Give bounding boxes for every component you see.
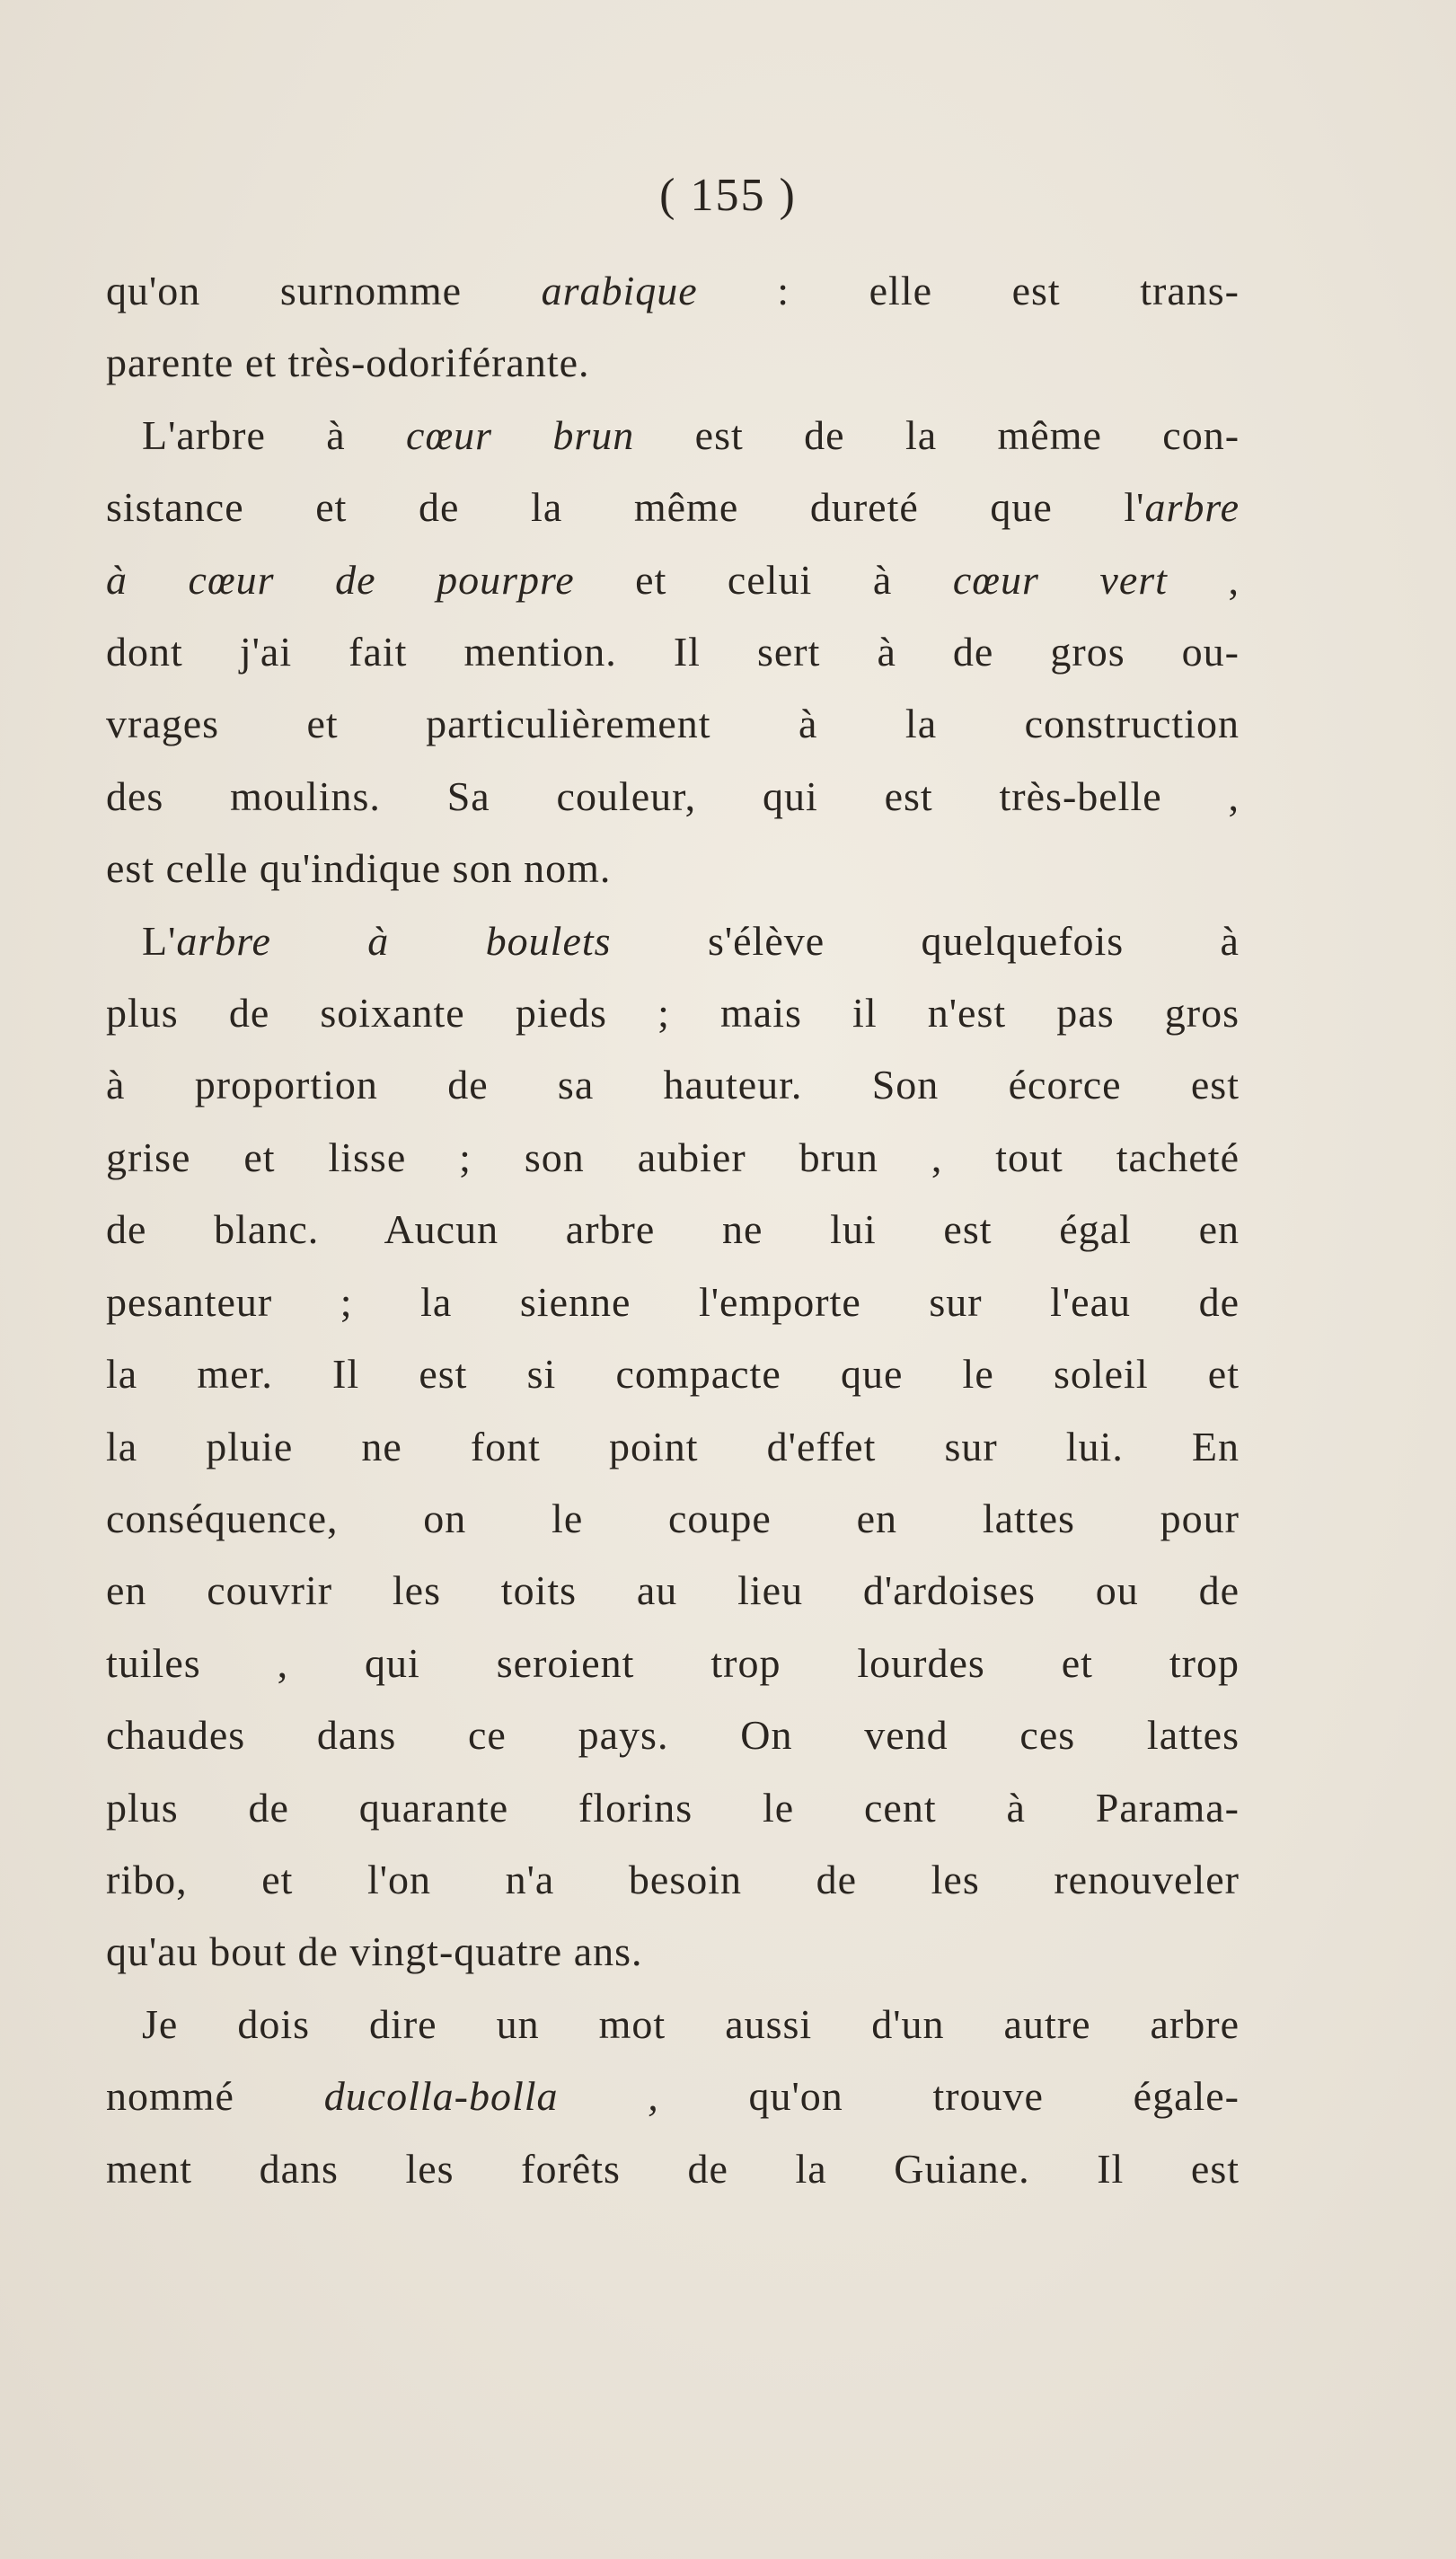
text-segment: des moulins. Sa couleur, qui est très-belle , [106,772,1240,819]
text-segment: conséquence, on le coupe en lattes pour [106,1495,1240,1541]
text-segment: la pluie ne font point d'effet sur lui. En [106,1423,1240,1469]
text-segment: tuiles , qui seroient trop lourdes et trop [106,1639,1240,1686]
text-line [106,1483,1240,1555]
text-line [106,833,1240,904]
text-segment: sistance et de la même dureté que l' [106,484,1145,531]
text-segment: chaudes dans ce pays. On vend ces lattes [106,1712,1240,1759]
text-segment: , [1167,556,1240,603]
text-segment: grise et lisse ; son aubier brun , tout tacheté [106,1134,1240,1180]
text-line [106,1049,1240,1121]
italic-segment: ducolla-bolla , [323,2073,659,2120]
text-segment: dont j'ai fait mention. Il sert à de gros ou- [106,629,1240,675]
text-line [106,400,1240,472]
text-line [106,905,1240,977]
text-line [106,1555,1240,1627]
text-segment: qu'on trouve égale- [658,2073,1240,2120]
text-segment: qu'on surnomme [106,268,542,313]
text-segment: pesanteur ; la sienne l'emporte sur l'eau de [106,1278,1240,1325]
text-line [106,616,1240,688]
text-line [106,1699,1240,1771]
italic-segment: cœur brun [406,411,635,458]
text-line [106,255,1240,327]
text-line [106,1772,1240,1844]
text-segment: ribo, et l'on n'a besoin de les renouveler [106,1856,1240,1902]
text-line [106,1628,1240,1699]
text-line [106,761,1240,833]
text-segment: de blanc. Aucun arbre ne lui est égal en [106,1206,1240,1253]
text-segment: : elle est trans- [697,268,1240,313]
text-line [106,1338,1240,1410]
text-segment: nommé [106,2073,324,2120]
text-segment: en couvrir les toits au lieu d'ardoises ou de [106,1567,1240,1614]
text-segment: Je dois dire un mot aussi d'un autre arbre [142,2000,1240,2047]
text-line [106,544,1240,616]
italic-segment: arabique [541,268,698,313]
text-segment: et celui à [574,556,953,603]
text-segment: plus de soixante pieds ; mais il n'est pas gros [106,990,1240,1037]
text-line [106,1989,1240,2060]
text-segment: s'élève quelquefois à [611,917,1240,964]
text-segment: la mer. Il est si compacte que le soleil et [106,1351,1240,1398]
page-number: ( 155 ) [659,170,797,221]
italic-segment: arbre à boulets [176,917,612,964]
text-line [106,1411,1240,1483]
text-line [106,2060,1240,2132]
body-text [106,255,1240,2205]
text-line [106,688,1240,760]
text-line [106,2133,1240,2205]
text-line [106,1916,1240,1988]
text-line [106,1266,1240,1338]
text-segment: parente et très-odoriférante. [106,340,590,386]
text-segment: L'arbre à [142,411,407,458]
italic-segment: à cœur de pourpre [106,556,575,603]
italic-segment: arbre [1144,484,1240,531]
text-segment: est celle qu'indique son nom. [106,845,612,892]
text-line [106,977,1240,1049]
text-line [106,1844,1240,1916]
text-segment: vrages et particulièrement à la construction [106,701,1240,747]
text-segment: à proportion de sa hauteur. Son écorce est [106,1062,1240,1108]
text-segment: ment dans les forêts de la Guiane. Il est [106,2145,1240,2192]
text-line [106,1122,1240,1194]
text-line [106,1194,1240,1266]
text-line [106,472,1240,543]
text-segment: qu'au bout de vingt-quatre ans. [106,1928,643,1975]
text-line [106,327,1240,399]
italic-segment: cœur vert [952,556,1168,603]
text-segment: est de la même con- [634,411,1240,458]
text-segment: L' [142,917,177,964]
text-segment: plus de quarante florins le cent à Parama- [106,1784,1240,1831]
